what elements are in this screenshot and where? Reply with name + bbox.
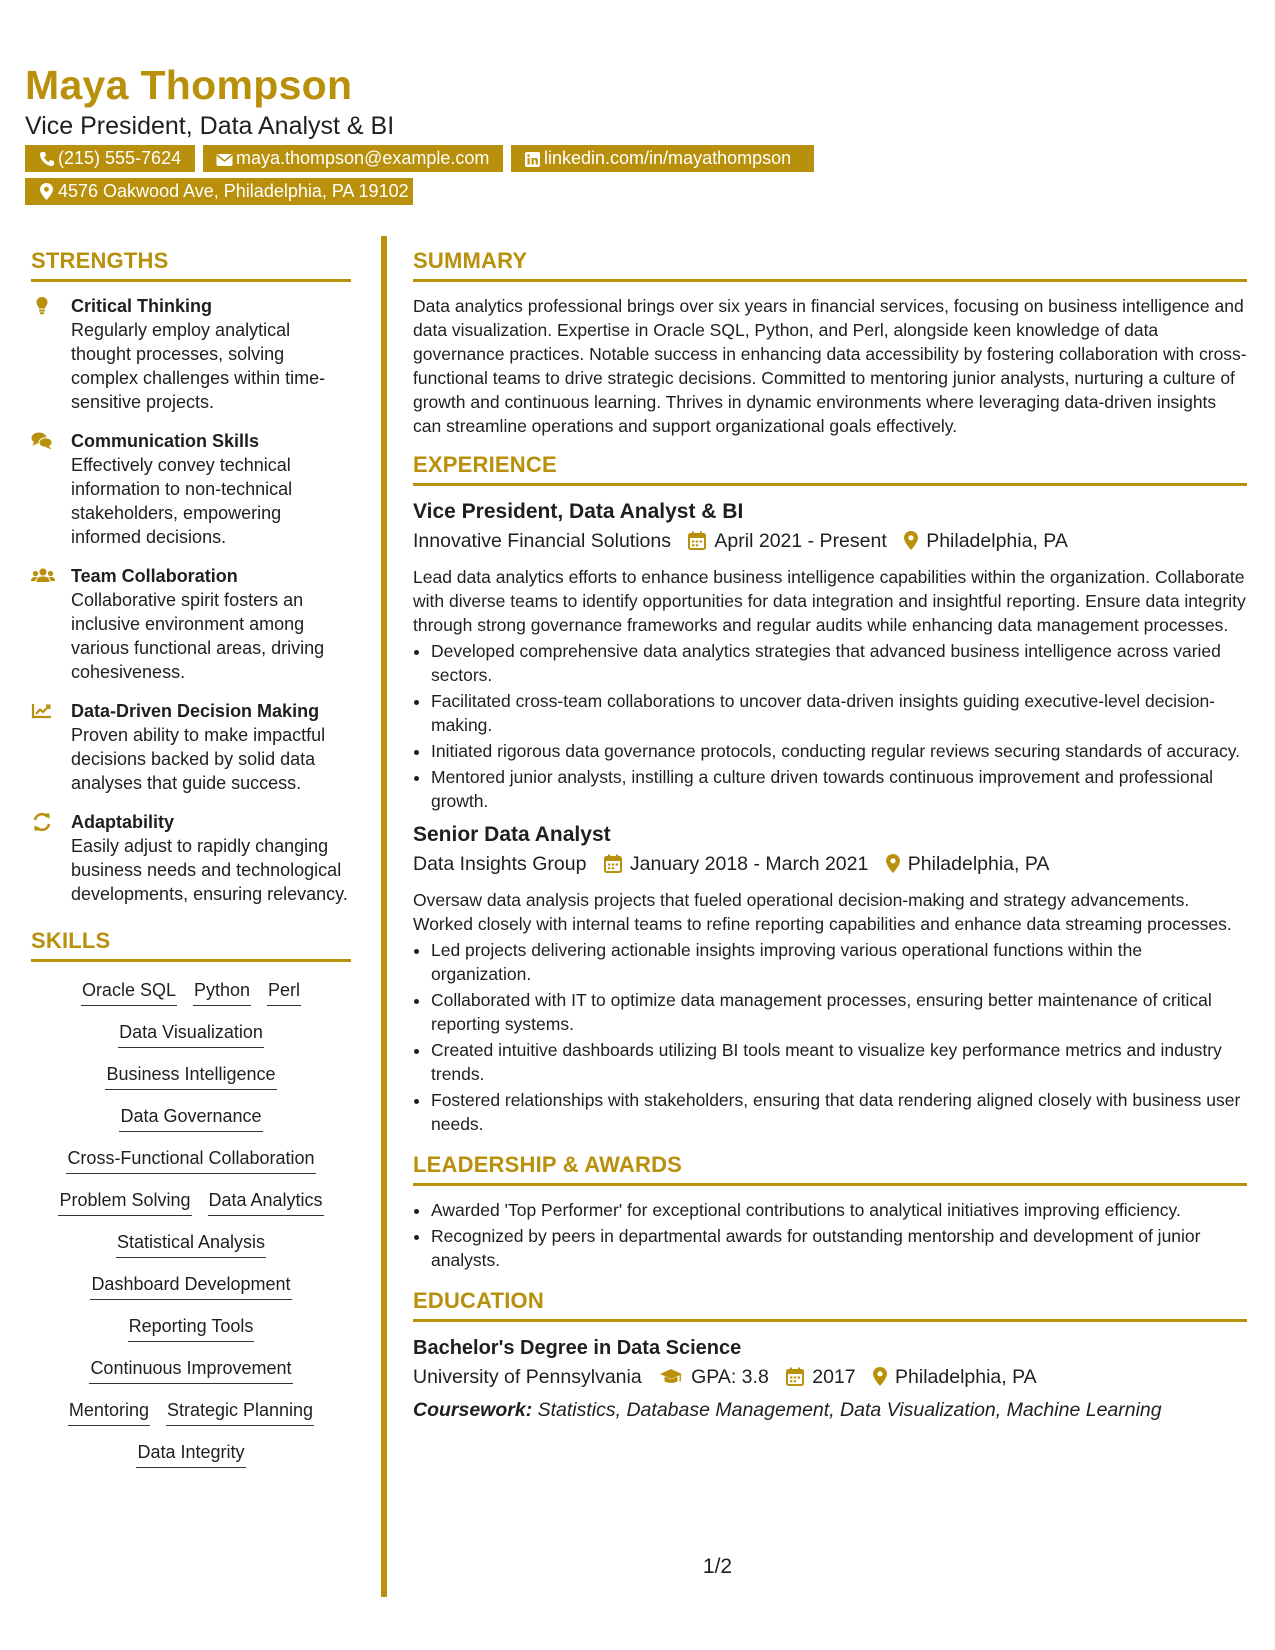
job-location: Philadelphia, PA [907,853,1050,875]
strength-description: Proven ability to make impactful decisions backed by solid data analyses that guide success. [71,725,326,793]
bullet-item: • Developed comprehensive data analytics strategies that advanced business intelligence across varied sectors. [431,639,1247,687]
map-marker-icon [37,178,56,205]
calendar-icon [688,529,706,559]
lightbulb-icon [31,296,53,316]
strengths-heading: STRENGTHS [31,248,351,282]
bullet-item: • Facilitated cross-team collaborations to uncover data-driven insights guiding executive-level decision-making. [431,689,1247,737]
summary-text: Data analytics professional brings over six years in financial services, focusing on business intelligence and data visualization. Expertise in Oracle SQL, Python, and Perl, alongside keen knowledge of data governance practices. Notable success in enhancing data accessibility by fostering collaboration with cross-functional teams to drive strategic decisions. Committed to mentoring junior analysts, nurturing a culture of growth and continuous learning. Thrives in dynamic environments where leveraging data-driven insights can streamline operations and support organizational goals effectively. [413,296,1247,436]
page-number: 1/2 [702,1555,733,1578]
job-description: Lead data analytics efforts to enhance business intelligence capabilities within the organization. Collaborate with diverse teams to identify opportunities for data integration and insightful reporting. Ensure data integrity through strong governance frameworks and regular audits while enhancing data management processes. [413,567,1246,635]
graduation-cap-icon [659,1365,683,1395]
skill-tag: Perl [267,978,301,1006]
education-location: Philadelphia, PA [895,1366,1037,1388]
bullet-item: • Fostered relationships with stakeholders, ensuring that data rendering aligned closely with business user needs. [431,1088,1247,1136]
skill-tag: Reporting Tools [128,1314,255,1342]
envelope-icon [215,145,234,172]
education-heading: EDUCATION [413,1288,1247,1322]
users-icon [31,566,53,586]
skill-tag: Continuous Improvement [89,1356,292,1384]
phone-text: (215) 555-7624 [58,148,182,168]
right-column [413,248,1247,1425]
email-badge[interactable] [203,145,503,172]
job-entry [413,498,1247,813]
skill-tag: Python [193,978,251,1006]
job-bullets [413,938,1247,1136]
skills-heading: SKILLS [31,928,351,962]
candidate-title: Vice President, Data Analyst & BI [25,112,395,140]
strength-title: Data-Driven Decision Making [71,701,320,721]
job-meta [413,849,1247,882]
bullet-item: • Collaborated with IT to optimize data management processes, ensuring better maintenance of critical reporting systems. [431,988,1247,1036]
address-text: 4576 Oakwood Ave, Philadelphia, PA 19102 [58,181,409,201]
awards-list [413,1198,1247,1272]
linkedin-badge[interactable] [511,145,814,172]
map-marker-icon [886,852,900,882]
job-title: Vice President, Data Analyst & BI [413,500,744,523]
skill-tag: Strategic Planning [166,1398,314,1426]
strength-item [31,429,351,549]
job-title: Senior Data Analyst [413,823,611,846]
skill-tag: Mentoring [68,1398,150,1426]
job-location: Philadelphia, PA [926,530,1068,552]
address-badge [25,178,413,205]
bullet-item: • Led projects delivering actionable insights improving various operational functions within the organization. [431,938,1247,986]
candidate-name: Maya Thompson [25,62,353,108]
strength-title: Critical Thinking [71,296,213,316]
skill-tag: Problem Solving [58,1188,191,1216]
graduation-year: 2017 [812,1366,856,1388]
strength-item [31,564,351,684]
coursework-list: Statistics, Database Management, Data Visualization, Machine Learning [537,1399,1162,1421]
skill-tag: Cross-Functional Collaboration [66,1146,315,1174]
job-bullets [413,639,1247,813]
strength-description: Collaborative spirit fosters an inclusive environment among various functional areas, driving cohesiveness. [71,590,325,682]
strength-description: Regularly employ analytical thought processes, solving complex challenges within time-sensitive projects. [71,320,326,412]
company-name: Data Insights Group [413,853,587,875]
education-meta [413,1362,1247,1395]
column-divider [381,236,387,1597]
skills-list [31,974,351,1468]
comments-icon [31,431,53,451]
school-name: University of Pennsylvania [413,1366,642,1388]
job-dates: January 2018 - March 2021 [629,853,869,875]
skill-tag: Business Intelligence [105,1062,276,1090]
map-marker-icon [904,529,918,559]
skill-tag: Data Governance [119,1104,262,1132]
awards-heading: LEADERSHIP & AWARDS [413,1152,1247,1186]
award-item: • Awarded 'Top Performer' for exceptional contributions to analytical initiatives improving efficiency. [431,1198,1247,1222]
strength-description: Effectively convey technical information to non-technical stakeholders, empowering informed decisions. [71,455,293,547]
bullet-item: • Mentored junior analysts, instilling a culture driven towards continuous improvement and professional growth. [431,765,1247,813]
skill-tag: Statistical Analysis [116,1230,266,1258]
strength-item [31,699,351,795]
calendar-icon [604,852,622,882]
map-marker-icon [873,1365,887,1395]
sync-icon [31,812,53,832]
coursework-label: Coursework: [413,1399,533,1421]
company-name: Innovative Financial Solutions [413,530,671,552]
award-item: • Recognized by peers in departmental awards for outstanding mentorship and development of junior analysts. [431,1224,1247,1272]
skill-tag: Data Analytics [208,1188,324,1216]
strength-item [31,294,351,414]
job-meta [413,526,1247,559]
chart-line-icon [31,701,53,721]
strength-title: Adaptability [71,812,175,832]
strength-description: Easily adjust to rapidly changing business needs and technological developments, ensuring relevancy. [71,836,348,904]
job-entry [413,821,1247,1136]
strength-title: Communication Skills [71,431,260,451]
skill-tag: Data Integrity [136,1440,245,1468]
gpa: GPA: 3.8 [691,1366,769,1388]
job-dates: April 2021 - Present [714,530,887,552]
linkedin-icon [523,145,542,172]
experience-heading: EXPERIENCE [413,452,1247,486]
skill-tag: Data Visualization [118,1020,264,1048]
skill-tag: Dashboard Development [90,1272,291,1300]
phone-badge[interactable] [25,145,195,172]
degree-title: Bachelor's Degree in Data Science [413,1337,742,1359]
calendar-icon [786,1365,804,1395]
strength-title: Team Collaboration [71,566,238,586]
email-text: maya.thompson@example.com [236,148,490,168]
job-description: Oversaw data analysis projects that fueled operational decision-making and strategy advancements. Worked closely with internal teams to refine reporting capabilities and enhance data streaming processes. [413,890,1232,934]
left-column [31,248,351,1482]
summary-heading: SUMMARY [413,248,1247,282]
linkedin-text: linkedin.com/in/mayathompson [544,148,792,168]
coursework [413,1395,1247,1425]
strength-item [31,810,351,906]
bullet-item: • Created intuitive dashboards utilizing BI tools meant to visualize key performance metrics and industry trends. [431,1038,1247,1086]
bullet-item: • Initiated rigorous data governance protocols, conducting regular reviews securing standards of accuracy. [431,739,1247,763]
skill-tag: Oracle SQL [81,978,177,1006]
phone-icon [37,145,56,172]
